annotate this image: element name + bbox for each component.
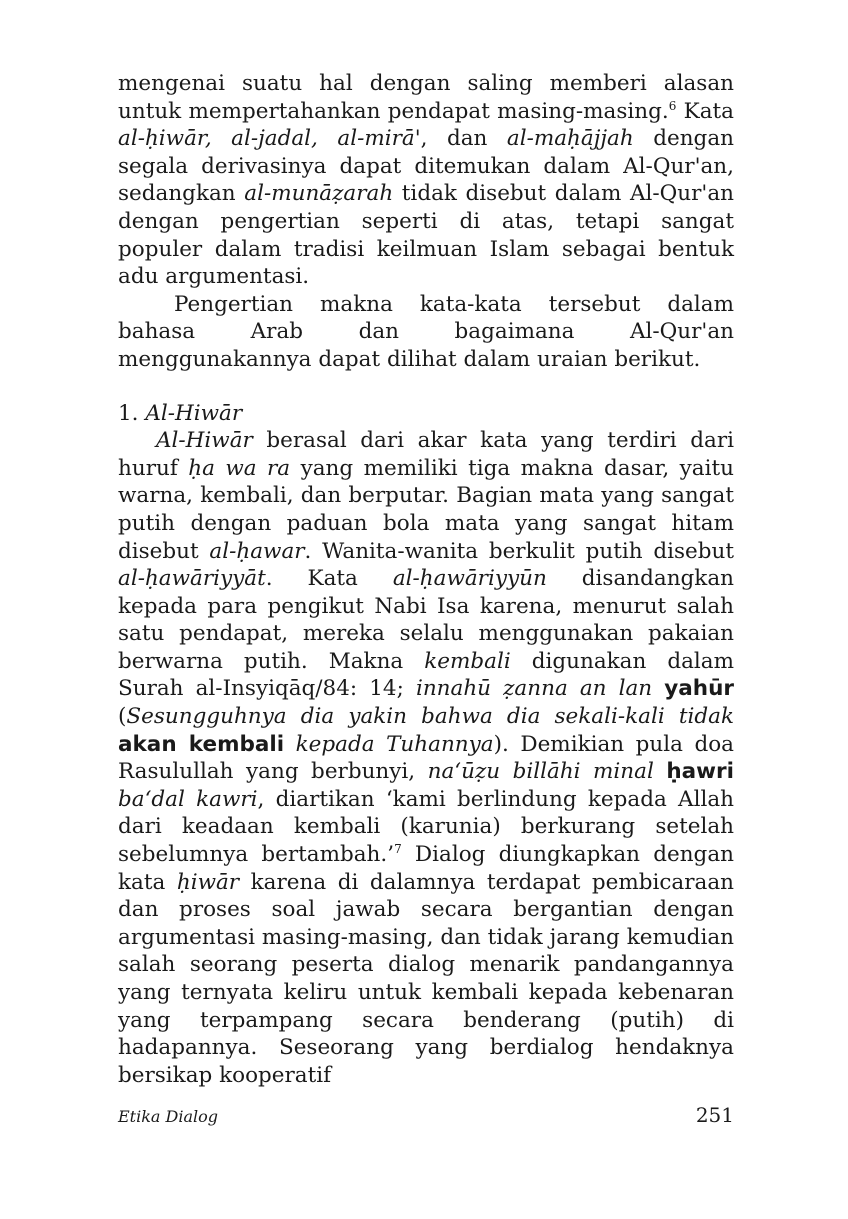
footnote-ref-7[interactable]: 7 xyxy=(394,841,402,856)
page-footer xyxy=(118,1103,734,1131)
page-number: 251 xyxy=(695,1103,734,1127)
section-body: Al-Hiwār berasal dari akar kata yang terdiri dari huruf ḥa wa ra yang memiliki tiga makna dasar, yaitu warna, kembali, dan berputar. Bagian mata yang sangat putih dengan paduan bola mata yang sangat hitam disebut al-ḥawar. Wanita-wanita berkulit putih disebut al-ḥawāriyyāt. Kata al-ḥawāriyyūn disandangkan kepada para pengikut Nabi Isa karena, menurut salah satu pendapat, mereka selalu menggunakan pakaian berwarna putih. Makna kembali digunakan dalam Surah al-Insyiqāq/84: 14; innahū ẓanna an lan yahūr (Sesungguhnya dia yakin bahwa dia sekali-kali tidak akan kembali kepada Tuhannya). Demikian pula doa Rasulullah yang berbunyi, na‘ūẓu billāhi minal ḥawri ba‘dal kawri, diartikan ‘kami berlindung kepada Allah dari keadaan kembali (karunia) berkurang setelah sebelumnya bertambah.’$^7$ Dialog diungkapkan dengan kata ḥiwār karena di dalamnya terdapat pembicaraan dan proses soal jawab secara bergantian dengan argumentasi masing-masing, dan tidak jarang kemudian salah seorang peserta dialog menarik pandangannya yang ternyata keliru untuk kembali kepada kebenaran yang terpampang secara benderang (putih) di hadapannya. Seseorang yang berdialog hendaknya bersikap kooperatif xyxy=(118,428,735,1088)
body-text xyxy=(118,70,734,1089)
running-title: Etika Dialog xyxy=(118,1107,219,1126)
paragraph-2: Pengertian makna kata-kata tersebut dalam bahasa Arab dan bagaimana Al-Qur'an menggunakannya dapat dilihat dalam uraian berikut. xyxy=(118,291,734,372)
paragraph-1: mengenai suatu hal dengan saling memberi alasan untuk mempertahankan pendapat masing-masing.$^6$ Kata al-ḥiwār, al-jadal, al-mirā', dan al-maḥājjah dengan segala derivasinya dapat ditemukan dalam Al-Qur'an, sedangkan al-munāẓarah tidak disebut dalam Al-Qur'an dengan pengertian seperti di atas, tetapi sangat populer dalam tradisi keilmuan Islam sebagai bentuk adu argumentasi. xyxy=(118,71,735,290)
section-heading: 1. Al-Hiwār xyxy=(118,400,243,426)
footnote-ref-6[interactable]: 6 xyxy=(668,98,677,113)
